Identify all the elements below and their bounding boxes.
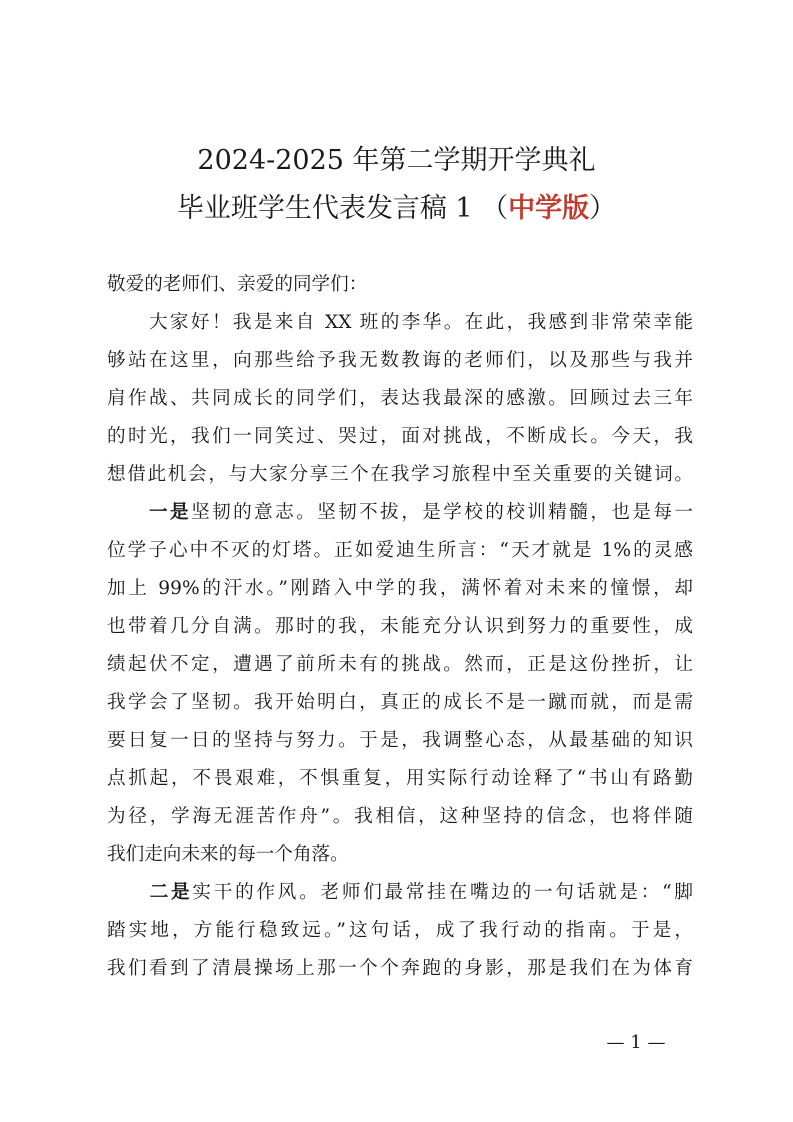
paragraph-heading-line	[107, 878, 693, 908]
paragraph-line: 的时光，我们一同笑过、哭过，面对挑战，不断成长。今天，我	[107, 426, 693, 447]
page-number: — 1 —	[606, 1032, 666, 1053]
paragraph-line: 踏实地，方能行稳致远。”这句话，成了我行动的指南。于是，	[107, 920, 693, 941]
paragraph-line: 我们看到了清晨操场上那一个个奔跑的身影，那是我们在为体育	[107, 958, 693, 979]
paragraph-line: 为径，学海无涯苦作舟”。我相信，这种坚持的信念，也将伴随	[107, 806, 693, 827]
paragraph-heading-line	[107, 498, 693, 528]
paragraph-line: 要日复一日的坚持与努力。于是，我调整心态，从最基础的知识	[107, 730, 693, 751]
paragraph-text: 坚韧的意志。坚韧不拔，是学校的校训精髓，也是每一	[191, 502, 693, 523]
paragraph-line: 我们走向未来的每一个角落。	[107, 844, 349, 865]
paragraph-line: 也带着几分自满。那时的我，未能充分认识到努力的重要性，成	[107, 616, 693, 637]
keyword-lead-2: 二是	[149, 882, 193, 903]
keyword-lead-1: 一是	[149, 502, 192, 523]
title-edition-label: 中学版	[508, 193, 590, 224]
paragraph-line: 加上 99%的汗水。”刚踏入中学的我，满怀着对未来的憧憬，却	[107, 578, 693, 599]
paragraph-line: 想借此机会，与大家分享三个在我学习旅程中至关重要的关键词。	[107, 464, 693, 485]
paragraph-line: 肩作战、共同成长的同学们，表达我最深的感激。回顾过去三年	[107, 388, 693, 409]
paragraph-line: 大家好！我是来自 XX 班的李华。在此，我感到非常荣幸能	[107, 312, 693, 333]
paragraph-line: 我学会了坚韧。我开始明白，真正的成长不是一蹴而就，而是需	[107, 692, 693, 713]
title-line-2	[0, 192, 793, 226]
salutation: 敬爱的老师们、亲爱的同学们：	[107, 274, 368, 295]
paragraph-line: 绩起伏不定，遭遇了前所未有的挑战。然而，正是这份挫折，让	[107, 654, 693, 675]
paragraph-line: 够站在这里，向那些给予我无数教诲的老师们，以及那些与我并	[107, 350, 693, 371]
title-line-2-main: 毕业班学生代表发言稿 1 （	[176, 193, 509, 224]
paragraph-line: 位学子心中不灭的灯塔。正如爱迪生所言：“天才就是 1%的灵感	[107, 540, 693, 561]
paragraph-line: 点抓起，不畏艰难，不惧重复，用实际行动诠释了“书山有路勤	[107, 768, 693, 789]
title-line-1-text: 2024-2025 年第二学期开学典礼	[197, 145, 596, 176]
title-line-1	[0, 144, 793, 178]
paragraph-text: 实干的作风。老师们最常挂在嘴边的一句话就是：“脚	[192, 882, 693, 903]
title-line-2-end: ）	[589, 193, 617, 224]
